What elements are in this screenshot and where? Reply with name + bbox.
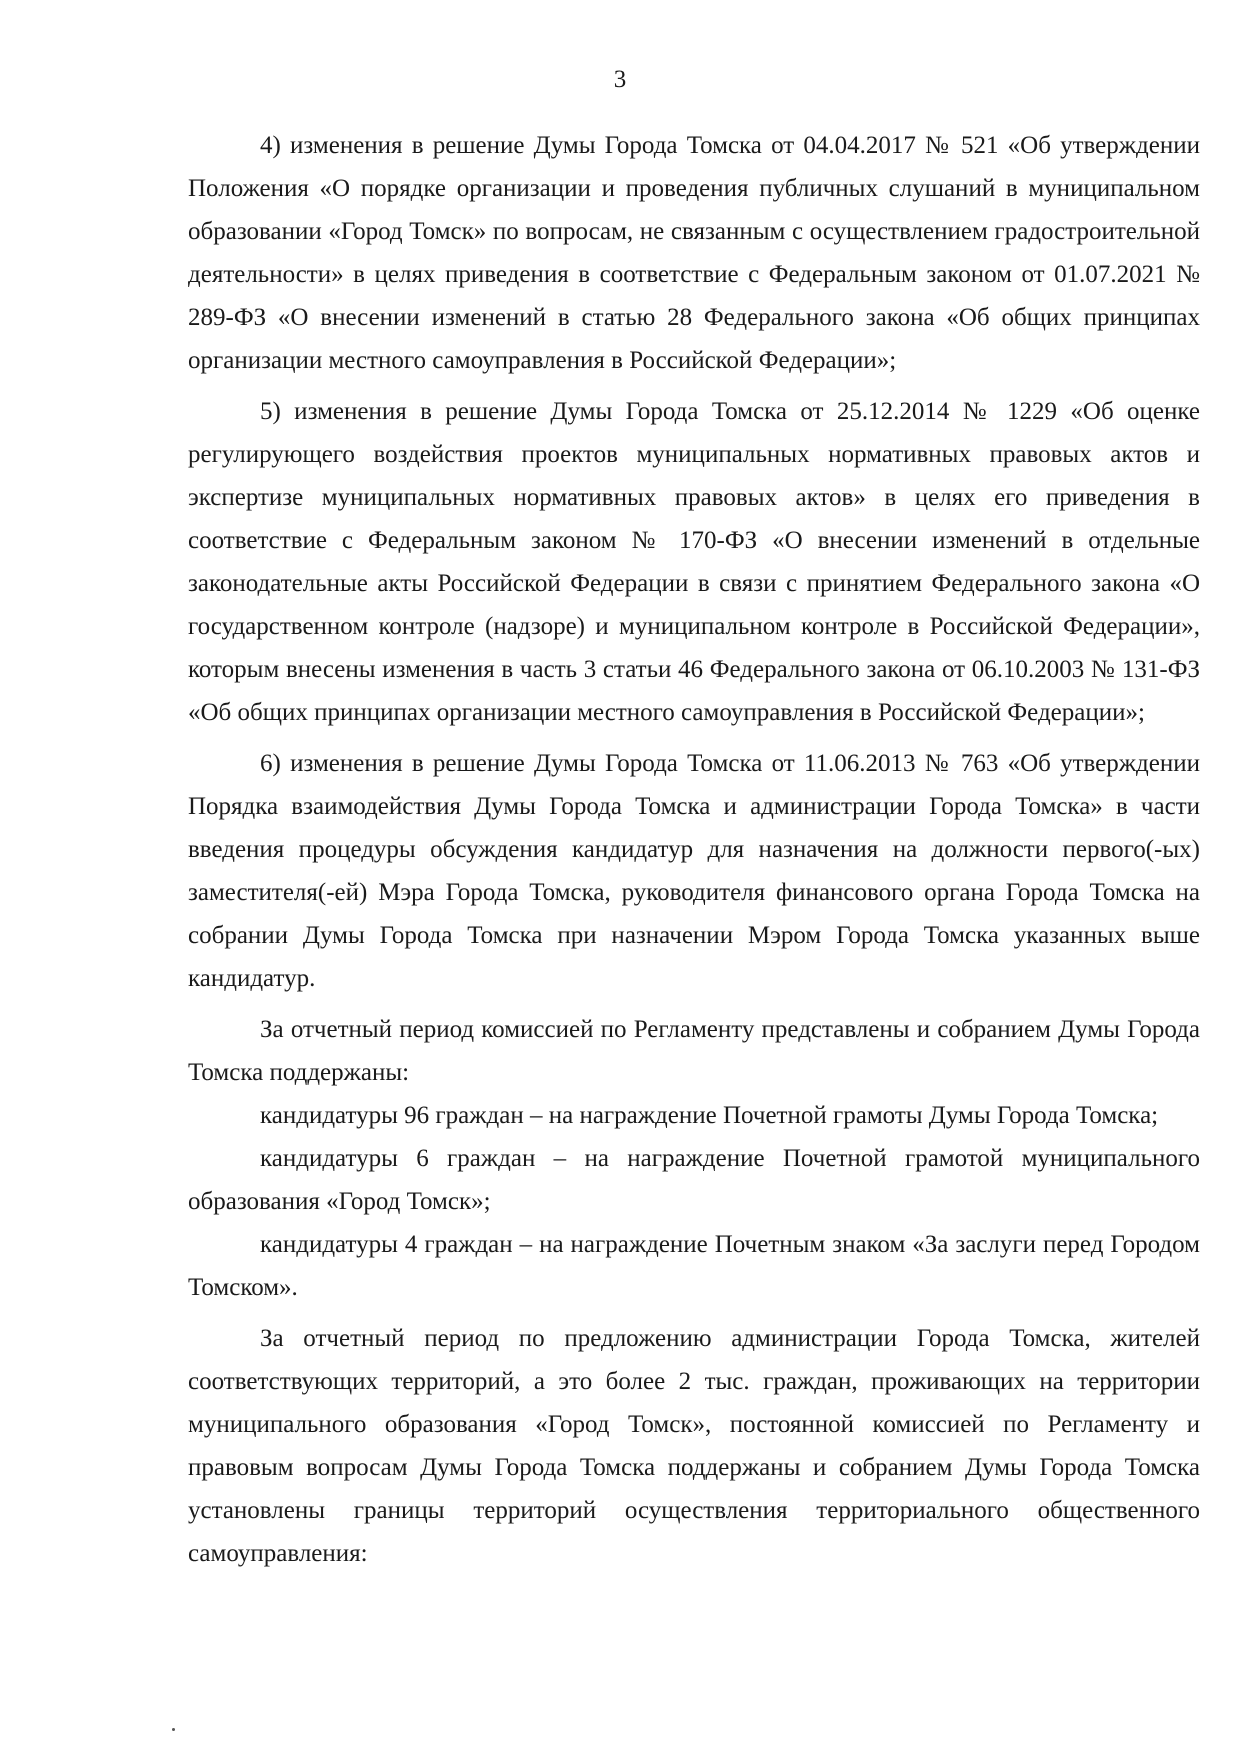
paragraph-item-6: 6) изменения в решение Думы Города Томска от 11.06.2013 № 763 «Об утверждении Порядка взаимодействия Думы Города Томска и администрации Города Томска» в части введения процедуры обсуждения кандидатур для назначения на должности первого(-ых) заместителя(-ей) Мэра Города Томска, руководителя финансового органа Города Томска на собрании Думы Города Томска при назначении Мэром Города Томска указанных выше кандидатур.: [188, 750, 1200, 992]
scan-artifact-dot: [172, 1728, 175, 1731]
paragraph-award-duma-certificate: кандидатуры 96 граждан – на награждение Почетной грамоты Думы Города Томска;: [260, 1102, 1159, 1129]
page-number: 3: [613, 66, 627, 93]
paragraph-item-4: 4) изменения в решение Думы Города Томска от 04.04.2017 № 521 «Об утверждении Положения «О порядке организации и проведения публичных слушаний в муниципальном образовании «Город Томск» по вопросам, не связанным с осуществлением градостроительной деятельности» в целях приведения в соответствие с Федеральным законом от 01.07.2021 № 289-ФЗ «О внесении изменений в статью 28 Федерального закона «Об общих принципах организации местного самоуправления в Российской Федерации»;: [188, 132, 1200, 374]
paragraph-award-merit-badge: кандидатуры 4 граждан – на награждение Почетным знаком «За заслуги перед Городом Томском».: [188, 1231, 1200, 1301]
paragraph-item-5: 5) изменения в решение Думы Города Томска от 25.12.2014 № 1229 «Об оценке регулирующего воздействия проектов муниципальных нормативных правовых актов и экспертизе муниципальных нормативных правовых актов» в целях его приведения в соответствие с Федеральным законом № 170-ФЗ «О внесении изменений в отдельные законодательные акты Российской Федерации в связи с принятием Федерального закона «О государственном контроле (надзоре) и муниципальном контроле в Российской Федерации», которым внесены изменения в часть 3 статьи 46 Федерального закона от 06.10.2003 № 131-ФЗ «Об общих принципах организации местного самоуправления в Российской Федерации»;: [188, 398, 1200, 726]
paragraph-awards-intro: За отчетный период комиссией по Регламенту представлены и собранием Думы Города Томска поддержаны:: [188, 1016, 1200, 1086]
document-body: [188, 124, 1200, 1575]
paragraph-award-municipal-certificate: кандидатуры 6 граждан – на награждение Почетной грамотой муниципального образования «Город Томск»;: [188, 1145, 1200, 1215]
paragraph-tos-boundaries: За отчетный период по предложению администрации Города Томска, жителей соответствующих территорий, а это более 2 тыс. граждан, проживающих на территории муниципального образования «Город Томск», постоянной комиссией по Регламенту и правовым вопросам Думы Города Томска поддержаны и собранием Думы Города Томска установлены границы территорий осуществления территориального общественного самоуправления:: [188, 1325, 1200, 1567]
